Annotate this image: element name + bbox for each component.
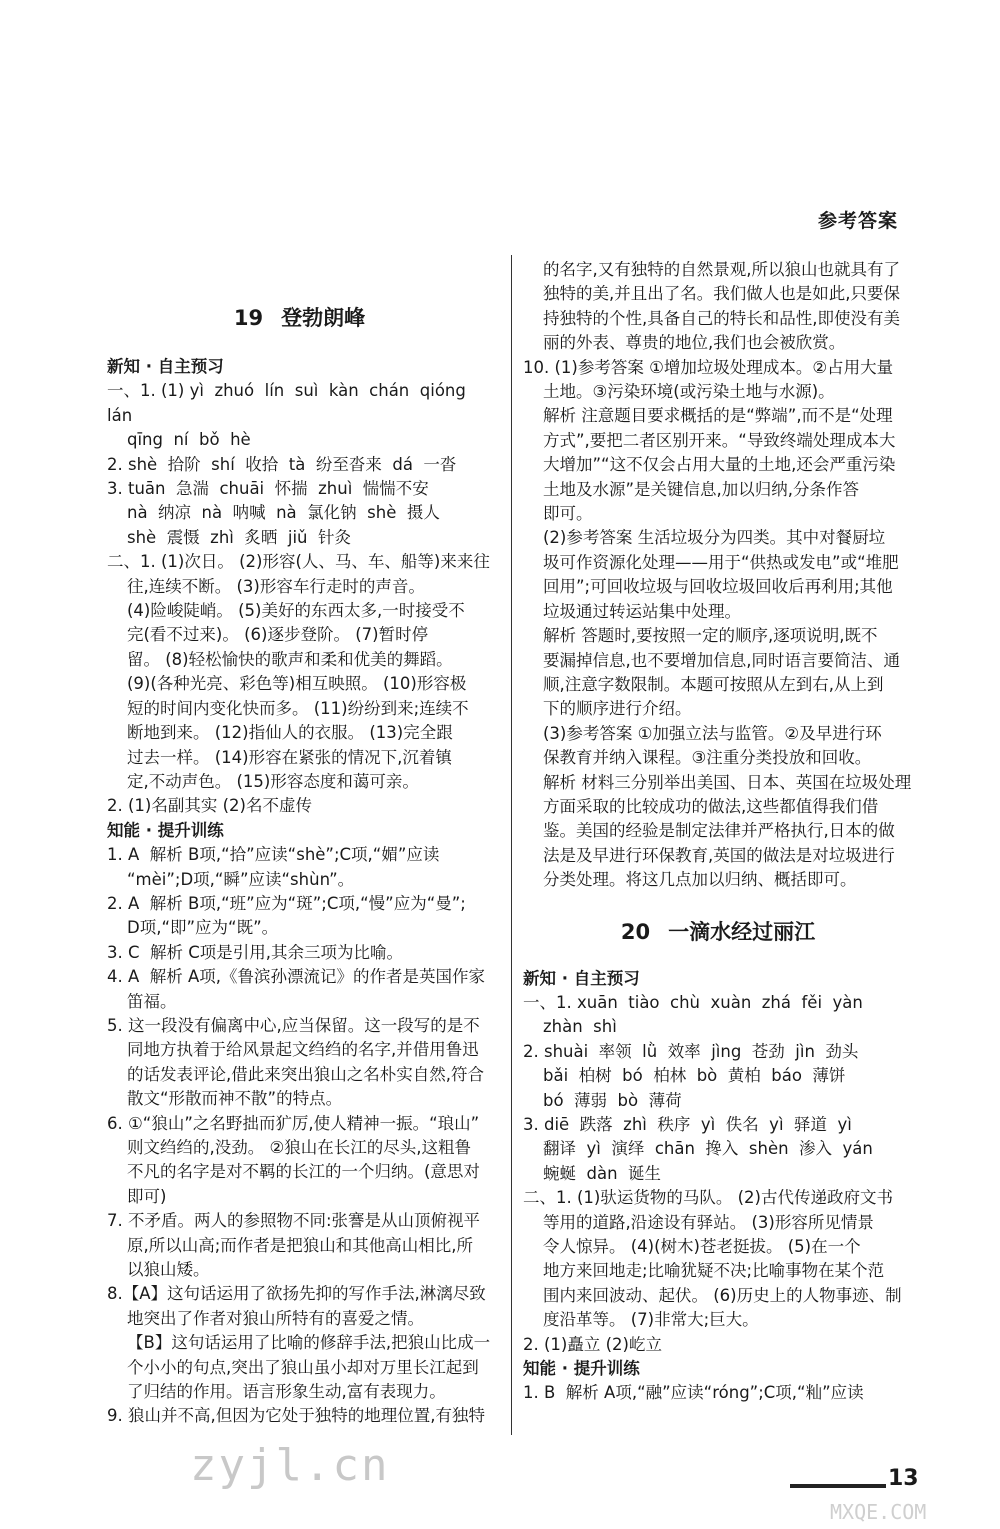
- text-line: 2. A 解析 B项,“班”应为“斑”;C项,“慢”应为“曼”;: [107, 893, 466, 913]
- text-line: bó 薄弱 bò 薄荷: [543, 1090, 682, 1110]
- text-line: 8.【A】这句话运用了欲扬先抑的写作手法,淋漓尽致: [107, 1284, 486, 1304]
- text-line: 同地方执着于给风景起文绉绉的名字,并借用鲁迅: [127, 1040, 479, 1060]
- text-line: shè 震慑 zhì 炙晒 jiǔ 针灸: [127, 527, 351, 547]
- text-line: 圾可作资源化处理——用于“供热或发电”或“堆肥: [543, 552, 899, 572]
- text-line: 法是及早进行环保教育,英国的做法是对垃圾进行: [543, 845, 895, 865]
- column-divider: [511, 255, 512, 1435]
- text-line: 二、1. (1)驮运货物的马队。 (2)古代传递政府文书: [523, 1188, 893, 1208]
- text-line: 解析 材料三分别举出美国、日本、英国在垃圾处理: [543, 772, 912, 792]
- text-line: 断地到来。 (12)指仙人的衣服。 (13)完全跟: [127, 723, 453, 743]
- text-line: qīng ní bǒ hè: [127, 430, 251, 450]
- text-line: 二、1. (1)次日。 (2)形容(人、马、车、船等)来来往: [107, 552, 490, 572]
- text-line: 的名字,又有独特的自然景观,所以狼山也就具有了: [543, 260, 900, 279]
- text-line: 9. 狼山并不高,但因为它处于独特的地理位置,有独特: [107, 1406, 485, 1426]
- text-line: 4. A 解析 A项,《鲁滨孙漂流记》的作者是英国作家: [107, 967, 486, 987]
- text-line: 即可。: [543, 504, 593, 524]
- text-line: 回用”;可回收垃圾与回收垃圾回收后再利用;其他: [543, 577, 893, 597]
- text-line: 的话发表评论,借此来突出狼山之名朴实自然,符合: [127, 1064, 484, 1084]
- text-line: 蜿蜒 dàn 诞生: [543, 1163, 662, 1183]
- section-heading: 知能 · 提升训练: [107, 820, 224, 840]
- text-line: 2. (1)矗立 (2)屹立: [523, 1334, 662, 1354]
- text-line: 要漏掉信息,也不要增加信息,同时语言要简洁、通: [543, 650, 900, 670]
- text-line: 方式”,要把二者区别开来。“导致终端处理成本大: [543, 430, 896, 450]
- text-line: 鉴。美国的经验是制定法律并严格执行,日本的做: [543, 821, 895, 841]
- text-line: zhàn shì: [543, 1017, 617, 1037]
- text-line: D项,“即”应为“既”。: [127, 918, 279, 938]
- watermark-logo-2: MXQE.COM: [830, 1500, 927, 1524]
- text-line: 5. 这一段没有偏离中心,应当保留。这一段写的是不: [107, 1015, 480, 1035]
- text-line: 定,不动声色。 (15)形容态度和蔼可亲。: [127, 771, 419, 791]
- left-column: [107, 301, 492, 1429]
- text-line: 笛福。: [127, 991, 177, 1011]
- text-line: 6. ①“狼山”之名野拙而犷厉,使人精神一振。“琅山”: [107, 1113, 480, 1133]
- text-line: 围内来回波动、起伏。 (6)历史上的人物事迹、制: [543, 1285, 902, 1305]
- section-heading: 新知 · 自主预习: [107, 357, 224, 376]
- left-lines: [107, 355, 492, 1429]
- text-line: 方面采取的比较成功的做法,这些都值得我们借: [543, 796, 879, 816]
- text-line: 地突出了作者对狼山所特有的喜爱之情。: [127, 1308, 424, 1328]
- text-line: 则文绉绉的,没劲。 ②狼山在长江的尽头,这粗鲁: [127, 1138, 472, 1157]
- text-line: 独特的美,并且出了名。我们做人也是如此,只要保: [543, 284, 900, 304]
- text-line: 【B】这句话运用了比喻的修辞手法,把狼山比成一: [127, 1333, 491, 1353]
- text-line: 3. tuān 急湍 chuāi 怀揣 zhuì 惴惴不安: [107, 479, 429, 499]
- text-line: 度沿革等。 (7)非常大;巨大。: [543, 1310, 759, 1330]
- text-line: 2. (1)名副其实 (2)名不虚传: [107, 796, 312, 816]
- watermark-logo: zyjl.cn: [190, 1440, 390, 1491]
- text-line: bǎi 柏树 bó 柏林 bò 黄柏 báo 薄饼: [543, 1066, 846, 1086]
- page-number: 13: [888, 1466, 919, 1491]
- text-line: 保教育并纳入课程。③注重分类投放和回收。: [543, 748, 872, 768]
- text-line: (9)(各种光亮、彩色等)相互映照。 (10)形容极: [127, 674, 467, 694]
- text-line: 地方来回地走;比喻犹疑不决;比喻事物在某个范: [543, 1261, 885, 1281]
- text-line: 7. 不矛盾。两人的参照物不同:张謇是从山顶俯视平: [107, 1211, 481, 1231]
- text-line: 个小小的句点,突出了狼山虽小却对万里长江起到: [127, 1357, 479, 1377]
- text-line: 2. shuài 率领 lǜ 效率 jìng 苍劲 jìn 劲头: [523, 1041, 859, 1061]
- text-line: 完(看不过来)。 (6)逐步登阶。 (7)暂时停: [127, 625, 429, 645]
- text-line: 以狼山矮。: [127, 1260, 210, 1280]
- text-line: 令人惊异。 (4)(树木)苍老挺拔。 (5)在一个: [543, 1237, 861, 1257]
- text-line: 即可): [127, 1186, 167, 1206]
- page-number-rule: [790, 1484, 886, 1488]
- text-line: 翻译 yì 演绎 chān 搀入 shèn 渗入 yán: [543, 1139, 873, 1159]
- section-heading: 新知 · 自主预习: [523, 968, 640, 988]
- header-label: 参考答案: [818, 210, 899, 232]
- text-line: 3. C 解析 C项是引用,其余三项为比喻。: [107, 942, 404, 962]
- text-line: 散文“形散而神不散”的特点。: [127, 1089, 343, 1109]
- text-line: 大增加”“这不仅会占用大量的土地,还会严重污染: [543, 455, 896, 475]
- text-line: 土地。③污染环境(或污染土地与水源)。: [543, 382, 835, 402]
- text-line: 持独特的个性,具备自己的特长和品性,即使没有美: [543, 308, 900, 328]
- text-line: 解析 注意题目要求概括的是“弊端”,而不是“处理: [543, 406, 893, 426]
- text-line: 2. shè 拾阶 shí 收拾 tà 纷至沓来 dá 一沓: [107, 454, 457, 474]
- lesson-number: 20: [620, 919, 651, 944]
- text-line: 原,所以山高;而作者是把狼山和其他高山相比,所: [127, 1235, 474, 1255]
- text-line: 一、1. (1) yì zhuó lín suì kàn chán qióng lán: [107, 381, 477, 425]
- text-line: 10. (1)参考答案 ①增加垃圾处理成本。②占用大量: [523, 357, 894, 377]
- text-line: 顺,注意字数限制。本题可按照从左到右,从上到: [543, 674, 884, 694]
- text-line: 不凡的名字是对不羁的长江的一个归纳。(意思对: [127, 1162, 480, 1182]
- text-line: 1. B 解析 A项,“融”应读“róng”;C项,“籼”应读: [523, 1383, 864, 1403]
- text-line: 土地及水源”是关键信息,加以归纳,分条作答: [543, 479, 860, 499]
- text-line: 垃圾通过转运站集中处理。: [543, 601, 741, 621]
- text-line: 留。 (8)轻松愉快的歌声和柔和优美的舞蹈。: [127, 649, 453, 669]
- lesson-title-19: [107, 301, 492, 335]
- text-line: 3. diē 跌落 zhì 秩序 yì 佚名 yì 驿道 yì: [523, 1115, 852, 1134]
- text-line: 过去一样。 (14)形容在紧张的情况下,沉着镇: [127, 747, 452, 767]
- text-line: 下的顺序进行介绍。: [543, 699, 692, 719]
- section-heading: 知能 · 提升训练: [523, 1359, 640, 1379]
- text-line: 等用的道路,沿途设有驿站。 (3)形容所见情景: [543, 1212, 874, 1232]
- text-line: nà 纳凉 nà 呐喊 nà 氯化钠 shè 摄人: [127, 503, 440, 523]
- text-line: 1. A 解析 B项,“拾”应读“shè”;C项,“媚”应读: [107, 845, 440, 865]
- right-column: [523, 258, 913, 1406]
- lesson-title-text: 登勃朗峰: [281, 306, 366, 330]
- right-lines-bottom: [523, 967, 913, 1406]
- text-line: 往,连续不断。 (3)形容车行走时的声音。: [127, 576, 425, 596]
- text-line: 解析 答题时,要按照一定的顺序,逐项说明,既不: [543, 626, 878, 646]
- text-line: (3)参考答案 ①加强立法与监管。②及早进行环: [543, 723, 882, 743]
- right-lines-top: [523, 258, 913, 893]
- lesson-title-20: [523, 915, 913, 949]
- text-line: (2)参考答案 生活垃圾分为四类。其中对餐厨垃: [543, 528, 886, 548]
- lesson-number: 19: [233, 306, 264, 330]
- text-line: (4)险峻陡峭。 (5)美好的东西太多,一时接受不: [127, 601, 465, 621]
- text-line: 分类处理。将这几点加以归纳、概括即可。: [543, 870, 857, 890]
- text-line: 短的时间内变化快而多。 (11)纷纷到来;连续不: [127, 698, 469, 718]
- lesson-title-text: 一滴水经过丽江: [668, 919, 816, 944]
- text-line: 一、1. xuān tiào chù xuàn zhá fěi yàn: [523, 992, 863, 1012]
- text-line: 了归结的作用。语言形象生动,富有表现力。: [127, 1382, 446, 1402]
- text-line: 丽的外表、尊贵的地位,我们也会被欣赏。: [543, 333, 846, 353]
- text-line: “mèi”;D项,“瞬”应读“shùn”。: [127, 869, 355, 889]
